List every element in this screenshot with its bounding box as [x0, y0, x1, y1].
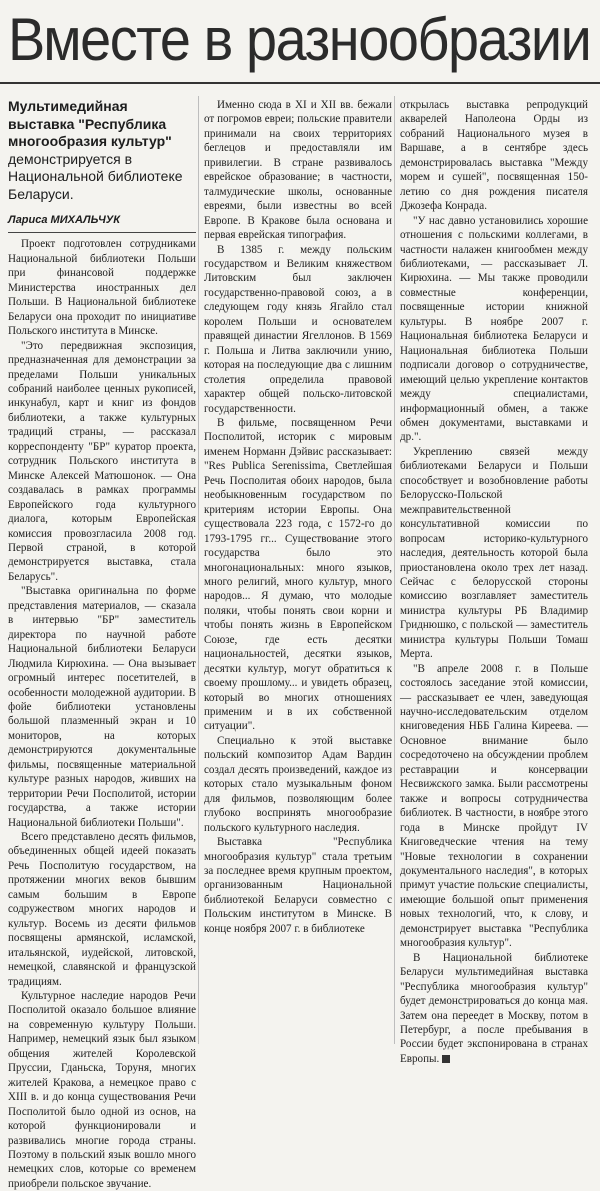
paragraph: открылась выставка репродукций акварелей Наполеона Орды из собраний Национального музея в Варшаве, а в сентябре здесь демонстрировалась выставка "Между морем и сушей", посвященная 150-летию со дня рождения писателя Джозефа Конрада.: [400, 99, 588, 213]
column-1: [8, 98, 196, 1190]
lead-normal: демонстрируется в Национальной библиотеке Беларуси.: [8, 150, 183, 202]
final-paragraph: [400, 951, 588, 1067]
lead-bold: Мультимедийная выставка "Республика многообразия культур": [8, 98, 172, 149]
paragraph: В фильме, посвященном Речи Посполитой, историк с мировым именем Норманн Дэйвис рассказывает: "Res Publica Serenissima, Светлейшая Речь Посполитая обоих народов, была необыкновенным государством по критериям истории Европы. Она существовала 223 года, с 1572-го до 1793-1795 гг... Существование этого государства было это многонациональных: много языков, много религий, много культур, много народов... Я думаю, что молодые поляки, чтобы понять свои корни и чтобы понять жизнь в Европейском Союзе, где есть десятки национальностей, десятки языков, десятки культур, могут обратиться к своему прошлому... и увидеть образец, который во многих отношениях применим и в их собственной ситуации".: [204, 416, 392, 733]
paragraph: "Выставка оригинальна по форме представления материалов, — сказала в интервью "БР" заместитель директора по научной работе Национальной библиотеки Беларуси Людмила Кирюхина. — Она вызывает огромный интерес посетителей, в особенности молодежной аудитории. В фойе библиотеки установлены большой плазменный экран и 10 мониторов, на которых демонстрируются документальные фильмы, посвященные материальной культуре разных народов, живших на территории Речи Посполитой, истории государства, а также истории Национальной библиотеки Польши".: [8, 585, 196, 829]
paragraph: "В апреле 2008 г. в Польше состоялось заседание этой комиссии, — рассказывает ее член, заведующая научно-исследовательским отделом книговедения НББ Галина Киреева. — Основное внимание было сосредоточено на обсуждении проблем реставрации и консервации Несвижского замка. Были рассмотрены также и вопросы сотрудничества библиотек. В частности, в ноябре этого года в Минске пройдут IV Книговедческие чтения на тему "Новые технологии в сохранении документального наследия", в которых примут участие польские специалисты, имеющие большой опыт применения новых технологий, что, к слову, и демонстрирует выставка "Республика многообразия культур".: [400, 662, 588, 950]
column-divider: [394, 96, 395, 1044]
paragraph: "У нас давно установились хорошие отношения с польскими коллегами, в частности налажен книгообмен между библиотеками, — рассказывает Л. Кирюхина. — Мы также проводили совместные конференции, посвященные истории книжной культуры. В ноябре 2007 г. Национальная библиотека Беларуси и Национальная библиотека Польши подписали договор о сотрудничестве, имеющий целью укрепление контактов между специалистами, информационный обмен, а также обмен документами, выставками и др.".: [400, 214, 588, 444]
paragraph: Специально к этой выставке польский композитор Адам Вардин создал десять произведений, каждое из которых стало музыкальным фоном для фильмов, позволяющим более глубоко воспринять многообразие польского культурного наследия.: [204, 734, 392, 834]
paragraph: Выставка "Республика многообразия культур" стала третьим за последнее время крупным проектом, организованным Национальной библиотекой Беларуси совместно с Польским институтом в Минске. В конце ноября 2007 г. в библиотеке: [204, 836, 392, 935]
paragraph: "Это передвижная экспозиция, предназначенная для демонстрации за пределами Польши уникальных собраний наиболее ценных рукописей, инкунабул, карт и книг из фондов библиотеки, а также культурных традиций страны, — рассказал корреспонденту "БР" куратор проекта, сотрудник Польского института в Минске Алексей Матюшонок. — Она создавалась в рамках программы Европейского года культурного диалога, которым Европейская комиссия провозгласила 2008 год. Первой страной, в которой демонстрируется выставка, стала Беларусь".: [8, 339, 196, 583]
paragraph: В 1385 г. между польским государством и Великим княжеством Литовским был заключен государственно-правовой союз, а в следующем году князь Ягайло стал королем Польши и основателем правящей династии Ягеллонов. В 1569 г. Польша и Литва заключили унию, которая на последующие два с лишним столетия определила правовой характер общей польско-литовской государственности.: [204, 243, 392, 415]
column-3: [400, 98, 588, 1065]
column-divider: [198, 96, 199, 1044]
paragraph-text: В Национальной библиотеке Беларуси мультимедийная выставка "Республика многообразия культур" будет демонстрироваться до конца мая. Затем она переедет в Москву, потом в Петербург, а после пребывания в России будет экспонирована в странах Европы.: [400, 951, 588, 1065]
paragraph: Укреплению связей между библиотеками Беларуси и Польши способствует и возобновление работы Белорусско-Польской межправительственной консультативной комиссии по вопросам историко-культурного наследия, деятельность которой была приостановлена около трех лет назад. Сейчас с белорусской стороны комиссию возглавляет заместитель министра культуры РБ Владимир Гриднюшко, с польской — заместитель министра культуры Польши Томаш Мерта.: [400, 445, 588, 661]
paragraph: Проект подготовлен сотрудниками Национальной библиотеки Польши при финансовой поддержке Министерства иностранных дел Польши. В Национальной библиотеке Беларуси она проходит по инициативе Польского института в Минске.: [8, 238, 196, 338]
end-mark-icon: [442, 1055, 450, 1063]
author-byline: Лариса МИХАЛЬЧУК: [8, 213, 196, 233]
paragraph: Всего представлено десять фильмов, объединенных общей идеей показать Речь Посполитую государством, на протяжении многих веков бывшим самым большим в Европе содружеством многих народов и культур. Восемь из десяти фильмов посвящены армянской, исламской, итальянской, иудейской, литовской, немецкой, славянской и французской традициям.: [8, 831, 196, 988]
headline-rule: [0, 82, 600, 84]
paragraph: Именно сюда в XI и XII вв. бежали от погромов евреи; польские правители принимали на своих территориях беглецов и предоставляли им привилегии. В стране развивалось еврейское образование; в частности, талмудические школы, основанные евреями, были известны во всей Европе. В Кракове была основана и первая еврейская типография.: [204, 99, 392, 242]
lead-paragraph: [8, 98, 196, 203]
headline: Вместе в разнообразии: [8, 6, 591, 73]
column-2: [204, 98, 392, 1042]
paragraph: Культурное наследие народов Речи Посполитой оказало большое влияние на современную культуру Польши. Например, немецкий язык был языком общения жителей Королевской Пруссии, Гданьска, Торуня, многих жителей Кракова, а немецкое право с XIII в. и до конца существования Речи Посполитой было одной из основ, на которой функционировали и развивались многие города страны. Поэтому в польский язык вошло много немецких слов, которые со временем приобрели польское звучание.: [8, 990, 196, 1190]
